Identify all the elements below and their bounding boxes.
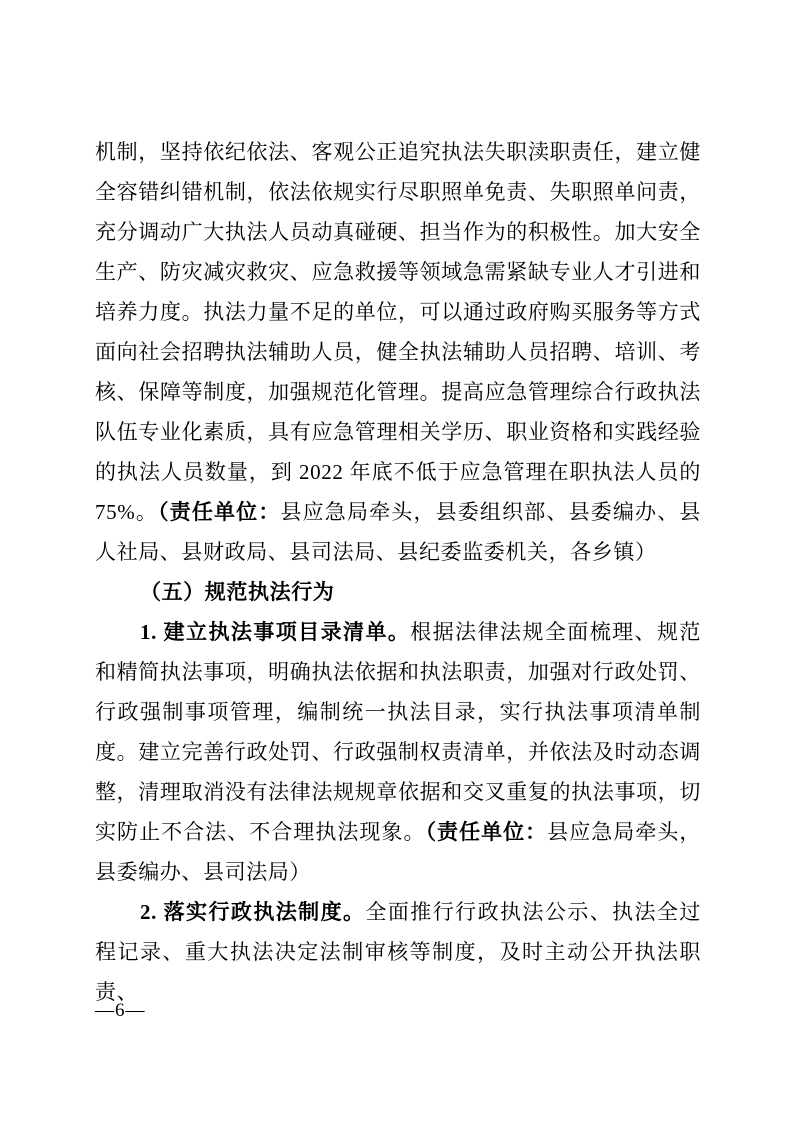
text-run: 全面推行行政执法公示、执法全过程记录、重大执法决定法制审核等制度，及时主动公开执法职责、 [95, 900, 701, 1004]
text-run: 根据法律法规全面梳理、规范和精简执法事项，明确执法依据和执法职责，加强对行政处罚、行政强制事项管理，编制统一执法目录，实行执法事项清单制度。建立完善行政处罚、行政强制权责清单，并依法及时动态调整，清理取消没有法律法规规章依据和交叉重复的执法事项，切实防止不合法、不合理执法现象。 [95, 620, 701, 844]
text-run: 县应急局牵头，县委组织部、县委编办、县人社局、县财政局、县司法局、县纪委监委机关，各乡镇） [95, 500, 701, 564]
document-body [95, 132, 701, 1012]
paragraph-continuation [95, 132, 701, 572]
bold-text-run: 1. 建立执法事项目录清单。 [140, 620, 411, 644]
bold-text-run: （责任单位： [158, 500, 281, 524]
bold-text-run: 2. 落实行政执法制度。 [140, 900, 366, 924]
page-number: —6— [95, 1000, 146, 1021]
paragraph-item-1 [95, 612, 701, 892]
section-heading [95, 572, 701, 612]
text-run: 县应急局牵头，县委编办、县司法局） [95, 820, 701, 884]
text-run: 机制，坚持依纪依法、客观公正追究执法失职渎职责任，建立健全容错纠错机制，依法依规实行尽职照单免责、失职照单问责，充分调动广大执法人员动真碰硬、担当作为的积极性。加大安全生产、防灾减灾救灾、应急救援等领域急需紧缺专业人才引进和培养力度。执法力量不足的单位，可以通过政府购买服务等方式面向社会招聘执法辅助人员，健全执法辅助人员招聘、培训、考核、保障等制度，加强规范化管理。提高应急管理综合行政执法队伍专业化素质，具有应急管理相关学历、职业资格和实践经验的执法人员数量，到 2022 年底不低于应急管理在职执法人员的75%。 [95, 140, 701, 524]
bold-text-run: （五）规范执法行为 [140, 580, 335, 604]
paragraph-item-2 [95, 892, 701, 1012]
bold-text-run: （责任单位： [425, 820, 548, 844]
